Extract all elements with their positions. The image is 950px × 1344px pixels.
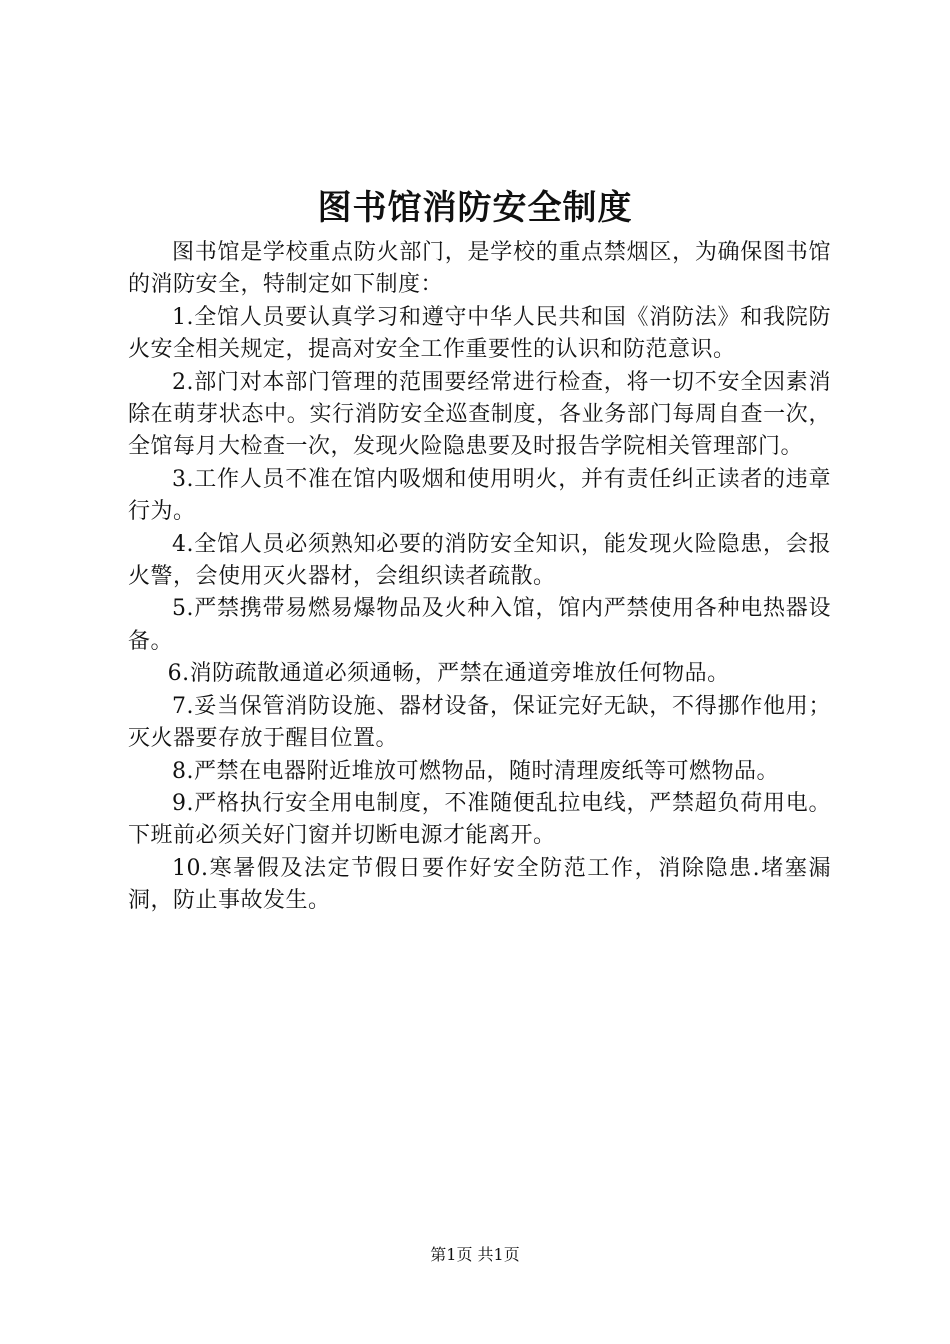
rule-item-3: 3.工作人员不准在馆内吸烟和使用明火，并有责任纠正读者的违章行为。 (128, 466, 831, 525)
rule-item-6: 6.消防疏散通道必须通畅，严禁在通道旁堆放任何物品。 (167, 661, 730, 687)
rule-item-7: 7.妥当保管消防设施、器材设备，保证完好无缺，不得挪作他用；灭火器要存放于醒目位置。 (128, 693, 831, 752)
rule-item-2: 2.部门对本部门管理的范围要经常进行检查，将一切不安全因素消除在萌芽状态中。实行消防安全巡查制度，各业务部门每周自查一次，全馆每月大检查一次，发现火险隐患要及时报告学院相关管理部门。 (128, 369, 831, 460)
rule-item-1: 1.全馆人员要认真学习和遵守中华人民共和国《消防法》和我院防火安全相关规定，提高对安全工作重要性的认识和防范意识。 (128, 304, 831, 363)
rule-item-8: 8.严禁在电器附近堆放可燃物品，随时清理废纸等可燃物品。 (172, 758, 779, 784)
document-title: 图书馆消防安全制度 (317, 188, 633, 228)
rule-item-9: 9.严格执行安全用电制度，不准随便乱拉电线，严禁超负荷用电。下班前必须关好门窗并切断电源才能离开。 (128, 790, 831, 849)
page-footer: 第1页 共1页 (430, 1245, 520, 1264)
rule-item-4: 4.全馆人员必须熟知必要的消防安全知识，能发现火险隐患，会报火警，会使用灭火器材，会组织读者疏散。 (128, 531, 831, 590)
rule-item-5: 5.严禁携带易燃易爆物品及火种入馆，馆内严禁使用各种电热器设备。 (128, 596, 831, 654)
intro-paragraph: 图书馆是学校重点防火部门，是学校的重点禁烟区，为确保图书馆的消防安全，特制定如下制度： (128, 240, 831, 298)
document-body (128, 237, 831, 918)
rule-item-10: 10.寒暑假及法定节假日要作好安全防范工作，消除隐患.堵塞漏洞，防止事故发生。 (128, 855, 831, 914)
